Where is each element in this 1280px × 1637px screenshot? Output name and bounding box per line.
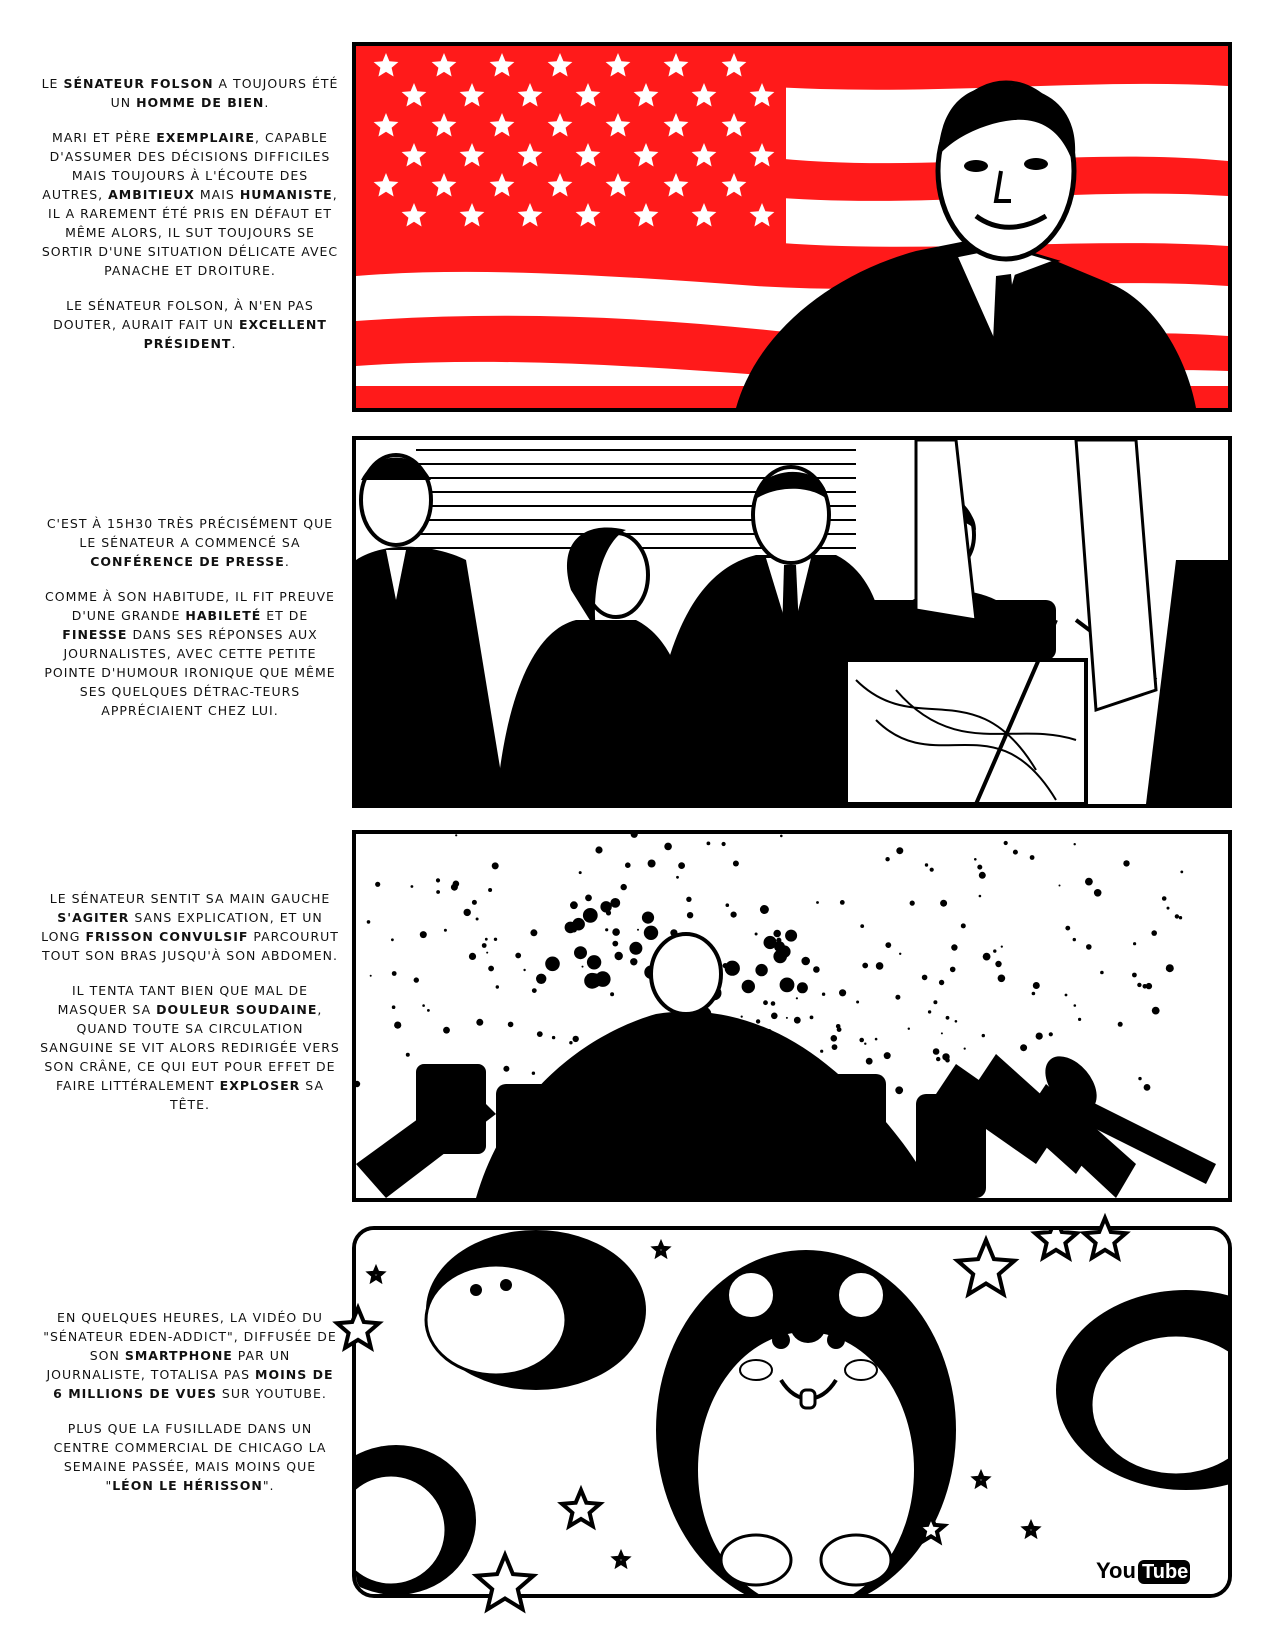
splatter-drop — [928, 1010, 931, 1013]
splatter-drop — [1162, 896, 1167, 901]
splatter-drop — [610, 898, 620, 908]
splatter-drop — [476, 1019, 483, 1026]
splatter-drop — [794, 1017, 801, 1024]
splatter-drop — [1032, 992, 1036, 996]
splatter-drop — [930, 868, 934, 872]
splatter-drop — [642, 912, 654, 924]
caption-text: , CAPABLE D'ASSUMER DES DÉCISIONS DIFFICILES MAIS TOUJOURS À L'ÉCOUTE DES AUTRES, — [42, 130, 331, 202]
splatter-drop — [394, 1022, 401, 1029]
splatter-drop — [860, 924, 864, 928]
splatter-drop — [648, 860, 656, 868]
caption-text: . — [264, 95, 270, 110]
caption-text: PARCOURUT TOUT SON BRAS JUSQU'À SON ABDOMEN. — [42, 929, 339, 963]
emphasis-text: LÉON LE HÉRISSON — [112, 1478, 263, 1493]
splatter-drop — [1065, 994, 1068, 997]
splatter-drop — [983, 953, 991, 961]
emphasis-text: EXEMPLAIRE — [156, 130, 255, 145]
splatter-drop — [472, 900, 477, 905]
splatter-drop — [569, 1041, 572, 1044]
splatter-drop — [1085, 878, 1093, 886]
splatter-drop — [780, 978, 795, 993]
splatter-drop — [1138, 1077, 1141, 1080]
splatter-drop — [508, 1022, 514, 1028]
splatter-drop — [1144, 1084, 1151, 1091]
caption-paragraph — [40, 128, 340, 280]
caption-text: C'EST À 15H30 TRÈS PRÉCISÉMENT QUE LE SÉNATEUR A COMMENCÉ SA — [46, 516, 334, 550]
splatter-drop — [1074, 843, 1076, 845]
splatter-drop — [982, 1034, 985, 1037]
caption-text: EN QUELQUES HEURES, LA VIDÉO DU "SÉNATEUR EDEN-ADDICT", DIFFUSÉE DE SON — [43, 1310, 337, 1363]
splatter-drop — [625, 862, 631, 868]
splatter-drop — [455, 834, 457, 836]
splatter-drop — [644, 926, 658, 940]
caption-paragraph — [40, 1308, 340, 1403]
splatter-drop — [810, 1016, 814, 1020]
splatter-drop — [436, 878, 440, 882]
splatter-drop — [955, 1020, 958, 1023]
splatter-drop — [532, 1072, 535, 1075]
splatter-drop — [910, 901, 915, 906]
splatter-drop — [583, 908, 598, 923]
splatter-drop — [612, 928, 620, 936]
splatter-drop — [686, 897, 691, 902]
splatter-drop — [585, 895, 592, 902]
splatter-drop — [995, 961, 1001, 967]
splatter-drop — [571, 927, 577, 933]
emphasis-text: HUMANISTE — [239, 187, 333, 202]
splatter-drop — [822, 993, 825, 996]
hedgehog-left-top — [426, 1230, 646, 1390]
splatter-drop — [974, 858, 977, 861]
splatter-drop — [1167, 907, 1170, 910]
splatter-drop — [375, 882, 380, 887]
caption-text: A TOUJOURS ÉTÉ UN — [110, 76, 339, 110]
panel-press-conference — [352, 436, 1232, 808]
emphasis-text: HABILETÉ — [185, 608, 262, 623]
splatter-drop — [515, 953, 521, 959]
splatter-drop — [367, 920, 371, 924]
splatter-drop — [797, 982, 808, 993]
caption-text: . — [231, 336, 237, 351]
caption-paragraph — [40, 296, 340, 353]
splatter-drop — [443, 1027, 450, 1034]
splatter-drop — [946, 1016, 950, 1020]
splatter-drop — [722, 842, 726, 846]
splatter-drop — [485, 938, 488, 941]
splatter-drop — [755, 933, 758, 936]
splatter-drop — [574, 946, 587, 959]
splatter-drop — [876, 962, 884, 970]
caption-text: , IL A RAREMENT ÉTÉ PRIS EN DÉFAUT ET MÊME ALORS, IL SUT TOUJOURS SE SORTIR D'UNE SITUATION DÉLICATE AVEC PANACHE ET DROITURE. — [41, 187, 339, 278]
splatter-drop — [406, 1053, 410, 1057]
splatter-drop — [1013, 850, 1018, 855]
caption-paragraph — [40, 889, 340, 965]
caption-text: MAIS — [194, 187, 240, 202]
emphasis-text: SMARTPHONE — [124, 1348, 233, 1363]
splatter-drop — [411, 885, 414, 888]
press-conference-illustration — [356, 440, 1228, 804]
caption-3 — [40, 889, 340, 1130]
explosion-illustration — [356, 834, 1228, 1198]
splatter-drop — [464, 909, 471, 916]
hedgehog-illustration — [356, 1230, 1228, 1594]
caption-4 — [40, 1308, 340, 1511]
caption-text: DANS SES RÉPONSES AUX JOURNALISTES, AVEC CETTE PETITE POINTE D'HUMOUR IRONIQUE QUE MÊME SES QUELQUES DÉTRAC-TEURS APPRÉCIAIENT CHEZ LUI. — [44, 627, 336, 718]
splatter-drop — [961, 923, 966, 928]
emphasis-text: MOINS DE 6 MILLIONS DE VUES — [53, 1367, 334, 1401]
splatter-drop — [436, 890, 440, 894]
splatter-drop — [760, 905, 769, 914]
splatter-drop — [840, 900, 845, 905]
emphasis-text: FINESSE — [62, 627, 128, 642]
splatter-drop — [1146, 983, 1152, 989]
caption-text: LE SÉNATEUR FOLSON, À N'EN PAS DOUTER, AURAIT FAIT UN — [53, 298, 314, 332]
emphasis-text: EXPLOSER — [219, 1078, 301, 1093]
splatter-drop — [610, 992, 614, 996]
caption-text: LE — [41, 76, 64, 91]
splatter-drop — [1036, 1033, 1043, 1040]
splatter-drop — [629, 942, 642, 955]
splatter-drop — [756, 1019, 760, 1023]
splatter-drop — [707, 842, 711, 846]
splatter-drop — [488, 966, 494, 972]
splatter-drop — [942, 1053, 949, 1060]
youtube-tube: Tube — [1142, 1561, 1189, 1583]
splatter-drop — [763, 1000, 768, 1005]
splatter-drop — [605, 928, 608, 931]
splatter-drop — [523, 969, 525, 971]
splatter-drop — [895, 995, 900, 1000]
splatter-drop — [482, 943, 487, 948]
caption-text: PLUS QUE LA FUSILLADE DANS UN CENTRE COMMERCIAL DE CHICAGO LA SEMAINE PASSÉE, MAIS MOINS QUE " — [53, 1421, 327, 1493]
splatter-drop — [1020, 1044, 1027, 1051]
splatter-drop — [862, 963, 868, 969]
splatter-drop — [600, 901, 611, 912]
splatter-drop — [587, 973, 601, 987]
splatter-drop — [494, 938, 497, 941]
panel-head-explosion — [352, 830, 1232, 1202]
splatter-drop — [979, 895, 982, 898]
splatter-drop — [925, 863, 928, 866]
splatter-drop — [796, 997, 798, 999]
splatter-drop — [741, 1016, 743, 1018]
splatter-drop — [391, 938, 394, 941]
splatter-drop — [496, 985, 499, 988]
splatter-drop — [1059, 885, 1061, 887]
emphasis-text: HOMME DE BIEN — [136, 95, 265, 110]
splatter-drop — [1133, 942, 1136, 945]
splatter-drop — [922, 975, 928, 981]
splatter-drop — [780, 835, 783, 838]
splatter-drop — [884, 1052, 891, 1059]
splatter-drop — [532, 988, 537, 993]
splatter-drop — [731, 912, 737, 918]
splatter-drop — [908, 1028, 910, 1030]
splatter-drop — [1086, 944, 1092, 950]
splatter-drop — [771, 1013, 778, 1020]
splatter-drop — [864, 1043, 866, 1045]
splatter-drop — [427, 1009, 430, 1012]
splatter-drop — [570, 901, 578, 909]
splatter-drop — [875, 1038, 878, 1041]
splatter-drop — [687, 912, 693, 918]
caption-paragraph — [40, 514, 340, 571]
splatter-drop — [837, 1027, 842, 1032]
splatter-drop — [392, 971, 397, 976]
splatter-drop — [896, 847, 903, 854]
emphasis-text: SÉNATEUR FOLSON — [63, 76, 214, 91]
splatter-drop — [939, 980, 944, 985]
splatter-drop — [950, 967, 956, 973]
splatter-drop — [726, 903, 730, 907]
emphasis-text: EXCELLENT PRÉSIDENT — [143, 317, 327, 351]
caption-text: SA TÊTE. — [169, 1078, 325, 1112]
splatter-drop — [1073, 938, 1076, 941]
splatter-drop — [1152, 1007, 1160, 1015]
splatter-drop — [1123, 860, 1129, 866]
splatter-drop — [1100, 971, 1104, 975]
splatter-drop — [392, 1005, 396, 1009]
splatter-drop — [420, 931, 427, 938]
splatter-drop — [771, 1001, 776, 1006]
splatter-drop — [813, 966, 820, 973]
emphasis-text: AMBITIEUX — [108, 187, 195, 202]
splatter-drop — [933, 1048, 940, 1055]
caption-text: . — [284, 554, 290, 569]
splatter-drop — [1033, 982, 1040, 989]
emphasis-text: DOULEUR SOUDAINE — [156, 1002, 318, 1017]
splatter-drop — [1151, 930, 1157, 936]
splatter-drop — [612, 941, 618, 947]
splatter-drop — [998, 975, 1006, 983]
splatter-drop — [444, 929, 447, 932]
splatter-drop — [451, 884, 458, 891]
emphasis-text: S'AGITER — [57, 910, 130, 925]
splatter-drop — [492, 862, 499, 869]
splatter-drop — [773, 930, 781, 938]
caption-text: , QUAND TOUTE SA CIRCULATION SANGUINE SE VIT ALORS REDIRIGÉE VERS SON CRÂNE, CE QUI EUT POUR EFFET DE FAIRE LITTÉRALEMENT — [40, 1002, 340, 1093]
splatter-drop — [786, 1017, 788, 1019]
splatter-drop — [537, 1031, 543, 1037]
splatter-drop — [370, 975, 372, 977]
caption-paragraph — [40, 74, 340, 112]
splatter-drop — [1078, 1018, 1081, 1021]
splatter-drop — [486, 952, 488, 954]
caption-text: IL TENTA TANT BIEN QUE MAL DE MASQUER SA — [57, 983, 308, 1017]
splatter-drop — [964, 1048, 966, 1050]
hedgehog-center — [656, 1250, 956, 1594]
splatter-drop — [573, 1036, 579, 1042]
caption-paragraph — [40, 981, 340, 1114]
splatter-drop — [1004, 841, 1008, 845]
splatter-drop — [816, 901, 819, 904]
panel-senator-flag — [352, 42, 1232, 412]
splatter-drop — [839, 989, 846, 996]
caption-paragraph — [40, 1419, 340, 1495]
splatter-drop — [595, 846, 602, 853]
splatter-drop — [469, 953, 476, 960]
splatter-drop — [831, 1035, 838, 1042]
caption-text: LE SÉNATEUR SENTIT SA MAIN GAUCHE — [49, 891, 331, 906]
splatter-drop — [503, 1066, 509, 1072]
splatter-drop — [1065, 926, 1070, 931]
splatter-drop — [1137, 983, 1141, 987]
splatter-drop — [979, 872, 986, 879]
splatter-drop — [1001, 946, 1003, 948]
splatter-drop — [530, 929, 537, 936]
splatter-drop — [587, 955, 601, 969]
youtube-logo — [1096, 1558, 1190, 1584]
splatter-drop — [733, 861, 739, 867]
splatter-drop — [1074, 1004, 1077, 1007]
caption-paragraph — [40, 587, 340, 720]
splatter-drop — [582, 966, 584, 968]
caption-text: ". — [262, 1478, 275, 1493]
splatter-drop — [940, 900, 947, 907]
splatter-drop — [885, 942, 891, 948]
splatter-drop — [1166, 964, 1174, 972]
splatter-drop — [785, 930, 797, 942]
splatter-drop — [859, 1038, 864, 1043]
splatter-drop — [993, 949, 996, 952]
splatter-drop — [820, 1050, 823, 1053]
caption-1 — [40, 74, 340, 369]
splatter-drop — [621, 884, 627, 890]
splatter-drop — [951, 944, 957, 950]
splatter-drop — [536, 974, 546, 984]
youtube-you: You — [1096, 1558, 1136, 1583]
panel-hedgehog-video — [352, 1226, 1232, 1598]
splatter-drop — [899, 953, 901, 955]
splatter-drop — [678, 862, 685, 869]
caption-text: ET DE — [261, 608, 309, 623]
splatter-drop — [422, 1004, 425, 1007]
splatter-drop — [866, 1058, 873, 1065]
flag-illustration — [356, 46, 1228, 408]
splatter-drop — [664, 843, 672, 851]
splatter-drop — [1132, 973, 1137, 978]
splatter-drop — [594, 959, 598, 963]
splatter-drop — [933, 1000, 937, 1004]
splatter-drop — [725, 961, 740, 976]
splatter-drop — [1175, 914, 1179, 918]
splatter-drop — [579, 871, 582, 874]
splatter-drop — [1030, 855, 1035, 860]
splatter-drop — [856, 1001, 859, 1004]
splatter-drop — [941, 1032, 943, 1034]
emphasis-text: CONFÉRENCE DE PRESSE — [90, 554, 285, 569]
splatter-drop — [832, 1044, 838, 1050]
splatter-drop — [545, 957, 560, 972]
splatter-drop — [755, 964, 767, 976]
caption-text: MARI ET PÈRE — [52, 130, 157, 145]
caption-2 — [40, 514, 340, 736]
podium — [846, 660, 1086, 804]
splatter-drop — [977, 865, 982, 870]
splatter-drop — [552, 1036, 555, 1039]
splatter-drop — [615, 952, 623, 960]
splatter-drop — [676, 876, 679, 879]
splatter-drop — [637, 929, 639, 931]
emphasis-text: FRISSON CONVULSIF — [85, 929, 249, 944]
splatter-drop — [778, 945, 790, 957]
splatter-drop — [1049, 1032, 1053, 1036]
splatter-drop — [1179, 916, 1182, 919]
splatter-drop — [801, 957, 810, 966]
splatter-drop — [1118, 1022, 1123, 1027]
caption-text: PAR UN JOURNALISTE, TOTALISA PAS — [46, 1348, 291, 1382]
splatter-drop — [1180, 871, 1183, 874]
splatter-drop — [414, 977, 419, 982]
splatter-drop — [895, 1086, 903, 1094]
splatter-drop — [630, 958, 637, 965]
splatter-drop — [764, 936, 777, 949]
splatter-drop — [476, 918, 479, 921]
caption-text: SANS EXPLICATION, ET UN LONG — [41, 910, 323, 944]
splatter-drop — [488, 888, 492, 892]
caption-text: COMME À SON HABITUDE, IL FIT PREUVE D'UNE GRANDE — [45, 589, 335, 623]
splatter-drop — [742, 980, 755, 993]
splatter-drop — [1094, 889, 1102, 897]
splatter-drop — [936, 1057, 940, 1061]
splatter-drop — [885, 857, 889, 861]
caption-text: SUR YOUTUBE. — [216, 1386, 327, 1401]
